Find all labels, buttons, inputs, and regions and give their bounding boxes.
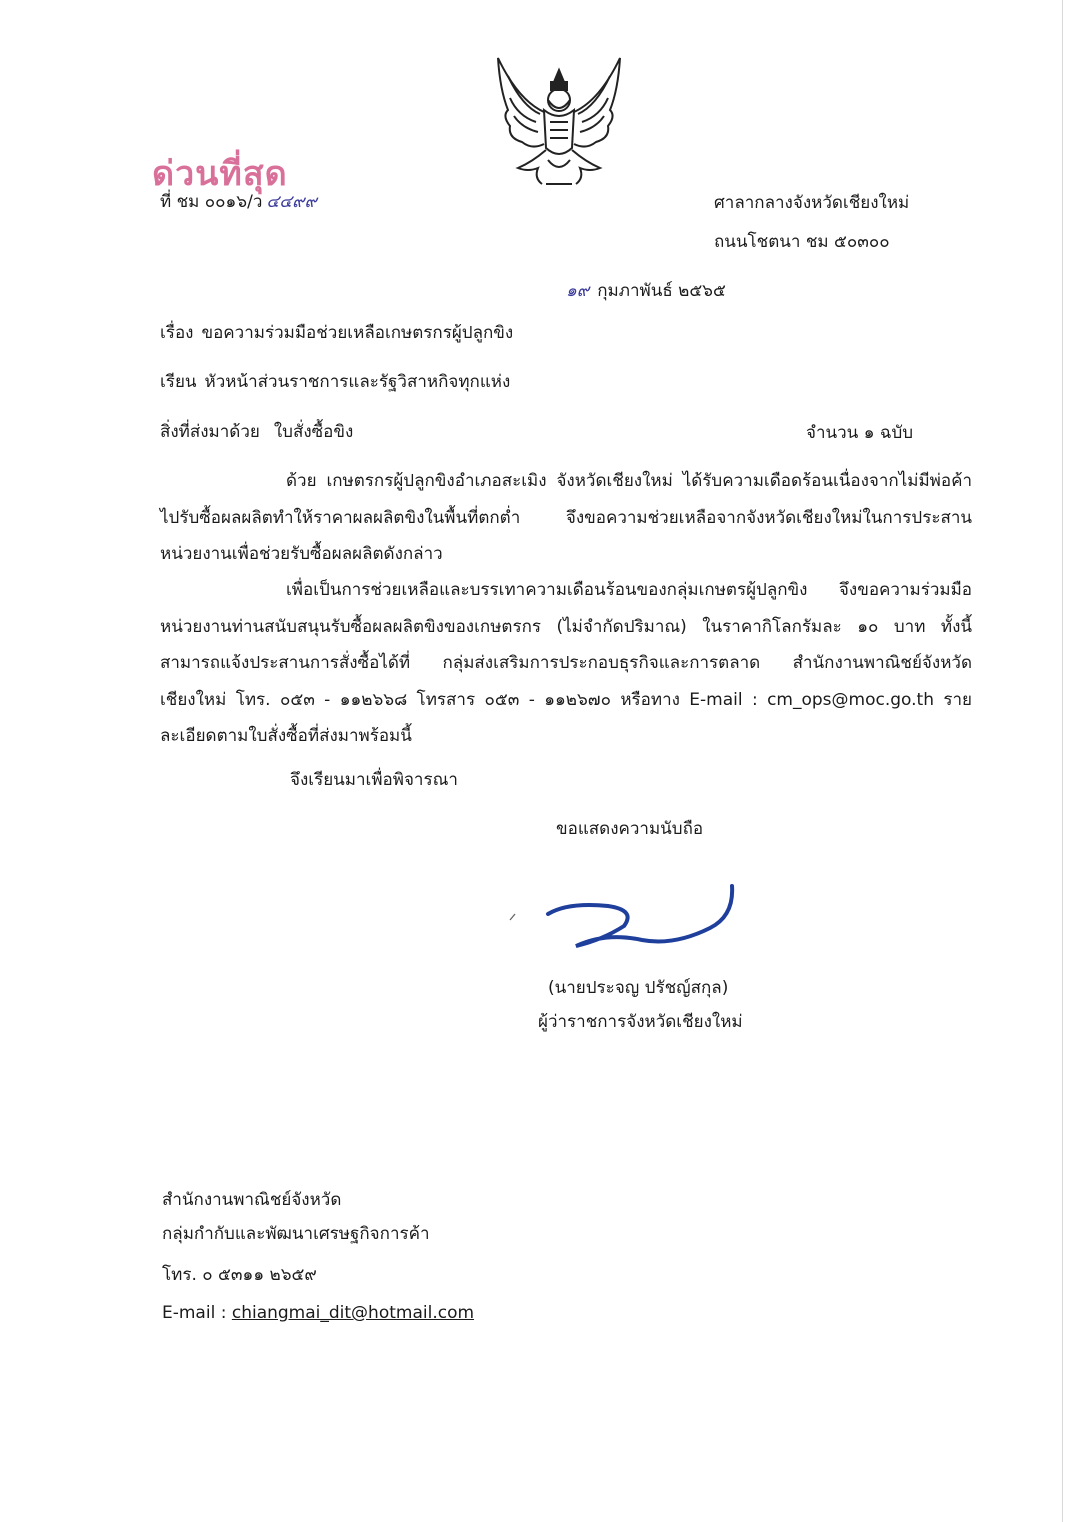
body-paragraph-2: เพื่อเป็นการช่วยเหลือและบรรเทาความเดือนร้อนของกลุ่มเกษตรผู้ปลูกขิง จึงขอความร่วมมือหน่วยงานท่านสนับสนุนรับซื้อผลผลิตขิงของเกษตรกร (ไม่จำกัดปริมาณ) ในราคากิโลกรัมละ ๑๐ บาท ทั้งนี้สามารถแจ้งประสานการสั่งซื้อได้ที่ กลุ่มส่งเสริมการประกอบธุรกิจและการตลาด สำนักงานพาณิชย์จังหวัดเชียงใหม่ โทร. ๐๕๓ - ๑๑๒๖๖๘ โทรสาร ๐๕๓ - ๑๑๒๖๗๐ หรือทาง E-mail : cm_ops@moc.go.th รายละเอียดตามใบสั่งซื้อที่ส่งมาพร้อมนี้ — [160, 580, 972, 746]
document-number-handwritten: ๔๔๙๙ — [266, 192, 318, 212]
subject-line — [160, 321, 513, 345]
sender-address-line1: ศาลากลางจังหวัดเชียงใหม่ — [714, 193, 910, 213]
footer-email-link[interactable]: chiangmai_dit@hotmail.com — [231, 1303, 475, 1323]
footer-email — [162, 1301, 474, 1325]
signatory-name: (นายประจญ ปรัชญ์สกุล) — [548, 978, 729, 998]
garuda-emblem-icon — [488, 50, 630, 192]
recipient-text: หัวหน้าส่วนราชการและรัฐวิสาหกิจทุกแห่ง — [204, 372, 511, 392]
footer-office: สำนักงานพาณิชย์จังหวัด — [162, 1190, 342, 1210]
signatory-position: ผู้ว่าราชการจังหวัดเชียงใหม่ — [538, 1012, 743, 1032]
enclosure-line — [160, 420, 353, 444]
enclosure-quantity: จำนวน ๑ ฉบับ — [806, 423, 914, 443]
subject-label: เรื่อง — [160, 323, 194, 343]
recipient-label: เรียน — [160, 372, 197, 392]
page-edge-line — [1062, 0, 1063, 1522]
date-month-year: กุมภาพันธ์ ๒๕๖๕ — [597, 281, 726, 301]
regards-line: ขอแสดงความนับถือ — [556, 819, 704, 839]
handwritten-signature — [506, 876, 746, 956]
enclosure-text: ใบสั่งซื้อขิง — [273, 422, 354, 442]
footer-division: กลุ่มกำกับและพัฒนาเศรษฐกิจการค้า — [162, 1224, 430, 1244]
urgent-stamp: ด่วนที่สุด — [152, 154, 288, 194]
closing-line: จึงเรียนมาเพื่อพิจารณา — [290, 770, 458, 790]
subject-text: ขอความร่วมมือช่วยเหลือเกษตรกรผู้ปลูกขิง — [201, 323, 514, 343]
document-date — [566, 279, 726, 303]
enclosure-label: สิ่งที่ส่งมาด้วย — [160, 422, 260, 442]
footer-email-label: E-mail : — [162, 1303, 227, 1323]
recipient-line — [160, 370, 510, 394]
body-paragraph-1: ด้วย เกษตรกรผู้ปลูกขิงอำเภอสะเมิง จังหวัดเชียงใหม่ ได้รับความเดือดร้อนเนื่องจากไม่มีพ่อค้าไปรับซื้อผลผลิตทำให้ราคาผลผลิตขิงในพื้นที่ตกต่ำ จึงขอความช่วยเหลือจากจังหวัดเชียงใหม่ในการประสานหน่วยงานเพื่อช่วยรับซื้อผลผลิตดังกล่าว — [160, 471, 972, 564]
document-number — [160, 190, 317, 214]
sender-address-line2: ถนนโชตนา ชม ๕๐๓๐๐ — [714, 232, 890, 252]
date-day-handwritten: ๑๙ — [566, 281, 590, 301]
document-number-prefix: ที่ ชม ๐๐๑๖/ว — [160, 192, 263, 212]
footer-phone: โทร. ๐ ๕๓๑๑ ๒๖๕๙ — [162, 1265, 317, 1285]
